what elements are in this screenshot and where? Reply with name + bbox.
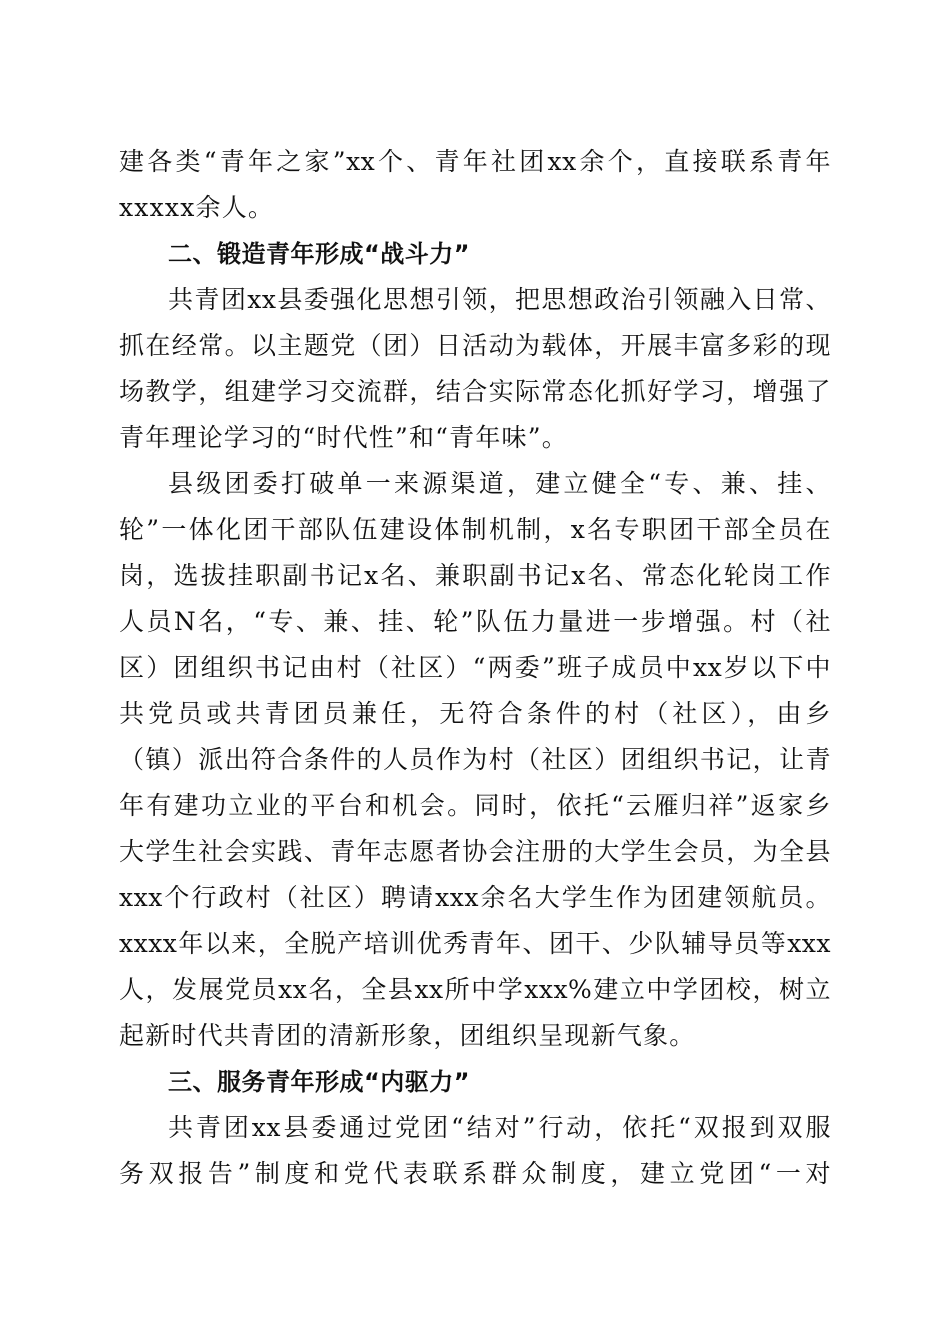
paragraph-line: 共党员或共青团员兼任，无符合条件的村（社区），由乡 (119, 699, 831, 728)
paragraph-line: 建各类“青年之家”xx个、青年社团xx余个，直接联系青年 (119, 147, 831, 176)
paragraph-line: 人员N名，“专、兼、挂、轮”队伍力量进一步增强。村（社 (119, 607, 831, 636)
paragraph-line: 务双报告”制度和党代表联系群众制度，建立党团“一对 (119, 1159, 831, 1188)
paragraph-line: 岗，选拔挂职副书记x名、兼职副书记x名、常态化轮岗工作 (119, 561, 831, 590)
paragraph-line: 青年理论学习的“时代性”和“青年味”。 (119, 423, 568, 452)
paragraph-line: 场教学，组建学习交流群，结合实际常态化抓好学习，增强了 (119, 377, 831, 406)
paragraph-line: 共青团xx县委强化思想引领，把思想政治引领融入日常、 (168, 285, 831, 314)
section-heading-3: 三、服务青年形成“内驱力” (168, 1068, 471, 1096)
paragraph-line: 共青团xx县委通过党团“结对”行动，依托“双报到双服 (168, 1113, 831, 1142)
paragraph-line: 大学生社会实践、青年志愿者协会注册的大学生会员，为全县 (119, 837, 831, 866)
paragraph-line: 起新时代共青团的清新形象，团组织呈现新气象。 (119, 1021, 696, 1050)
section-heading-2: 二、锻造青年形成“战斗力” (168, 240, 471, 268)
paragraph-line: 人，发展党员xx名，全县xx所中学xxx%建立中学团校，树立 (119, 975, 831, 1004)
paragraph-line: （镇）派出符合条件的人员作为村（社区）团组织书记，让青 (119, 745, 831, 774)
paragraph-line: xxx个行政村（社区）聘请xxx余名大学生作为团建领航员。 (119, 883, 831, 912)
paragraph-line: xxxx年以来，全脱产培训优秀青年、团干、少队辅导员等xxx (119, 929, 831, 958)
paragraph-line: 年有建功立业的平台和机会。同时，依托“云雁归祥”返家乡 (119, 791, 831, 820)
paragraph-line: 抓在经常。以主题党（团）日活动为载体，开展丰富多彩的现 (119, 331, 831, 360)
paragraph-line: xxxxx余人。 (119, 193, 275, 222)
paragraph-line: 区）团组织书记由村（社区）“两委”班子成员中xx岁以下中 (119, 653, 831, 682)
paragraph-line: 轮”一体化团干部队伍建设体制机制，x名专职团干部全员在 (119, 515, 831, 544)
paragraph-line: 县级团委打破单一来源渠道，建立健全“专、兼、挂、 (168, 469, 831, 498)
